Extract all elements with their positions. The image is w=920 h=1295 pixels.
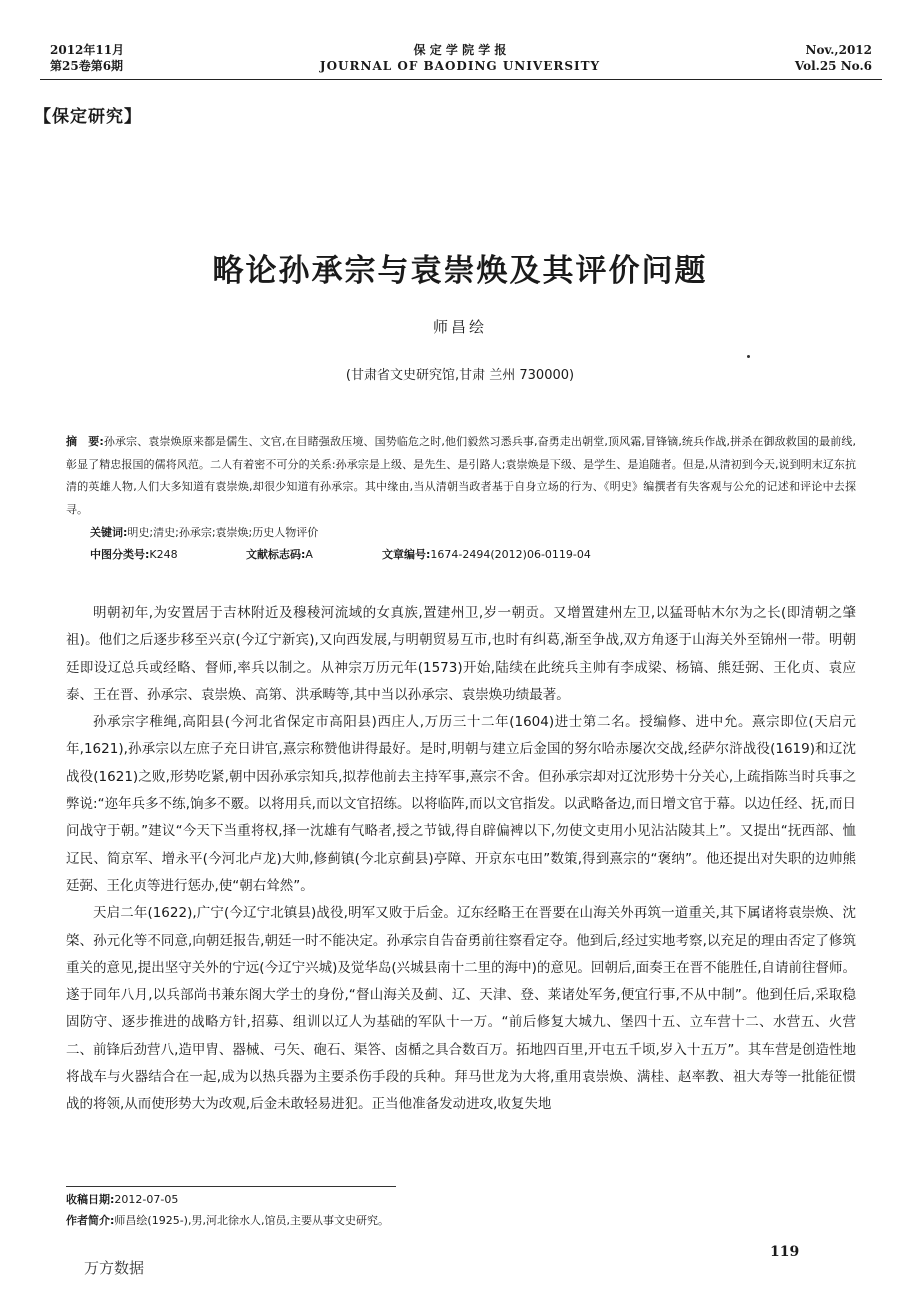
body-paragraph: 天启二年(1622),广宁(今辽宁北镇县)战役,明军又败于后金。辽东经略王在晋要在山海关外再筑一道重关,其下属诸将袁崇焕、沈棨、孙元化等不同意,向朝廷报告,朝廷一时不能决定。孙承宗自告奋勇前往察看定夺。他到后,经过实地考察,以充足的理由否定了修筑重关的意见,提出坚守关外的宁远(今辽宁兴城)及觉华岛(兴城县南十二里的海中)的意见。回朝后,面奏王在晋不能胜任,自请前往督师。遂于同年八月,以兵部尚书兼东阁大学士的身份,“督山海关及蓟、辽、天津、登、莱诸处军务,便宜行事,不从中制”。他到任后,采取稳固防守、逐步推进的战略方针,招募、组训以辽人为基础的军队十一万。“前后修复大城九、堡四十五、立车营十二、水营五、火营二、前锋后劲营八,造甲胄、器械、弓矢、砲石、渠答、卤楯之具合数百万。拓地四百里,开屯五千顷,岁入十五万”。其车营是创造性地将战车与火器结合在一起,成为以热兵器为主要杀伤手段的兵种。拜马世龙为大将,重用袁崇焕、满桂、赵率教、祖大寿等一批能征惯战的将领,从而使形势大为改观,后金未敢轻易进犯。正当他准备发动进攻,收复失地 bbox=[66, 905, 856, 1113]
author-bio bbox=[66, 1213, 389, 1229]
article-number bbox=[382, 544, 591, 566]
journal-name-en: JOURNAL OF BAODING UNIVERSITY bbox=[319, 59, 601, 73]
keywords-label: 关键词: bbox=[90, 526, 128, 539]
doc-code bbox=[246, 544, 313, 566]
section-tag: 【保定研究】 bbox=[34, 107, 142, 127]
article-title: 略论孙承宗与袁崇焕及其评价问题 bbox=[212, 253, 708, 289]
body-paragraph: 孙承宗字稚绳,高阳县(今河北省保定市高阳县)西庄人,万历三十二年(1604)进士第二名。授编修、进中允。熹宗即位(天启元年,1621),孙承宗以左庶子充日讲官,熹宗称赞他讲得最好。是时,明朝与建立后金国的努尔哈赤屡次交战,经萨尔浒战役(1619)和辽沈战役(1621)之败,形势吃紧,朝中因孙承宗知兵,拟荐他前去主持军事,熹宗不舍。但孙承宗却对辽沈形势十分关心,上疏指陈当时兵事之弊说:“迩年兵多不练,饷多不覈。以将用兵,而以文官招练。以将临阵,而以文官指发。以武略备边,而日增文官于幕。以边任经、抚,而日问战守于朝。”建议“今天下当重将权,择一沈雄有气略者,授之节钺,得自辟偏裨以下,勿使文吏用小见沾沾陵其上”。又提出“抚西部、恤辽民、简京军、增永平(今河北卢龙)大帅,修蓟镇(今北京蓟县)亭障、开京东屯田”数策,得到熹宗的“褒纳”。他还提出对失职的边帅熊廷弼、王化贞等进行惩办,使“朝右耸然”。 bbox=[66, 714, 856, 894]
received-value: 2012-07-05 bbox=[114, 1193, 179, 1206]
author-bio-label: 作者简介: bbox=[66, 1214, 115, 1227]
header-volume-en: Vol.25 No.6 bbox=[794, 59, 872, 73]
abstract bbox=[66, 431, 856, 521]
doc-value: A bbox=[305, 548, 313, 561]
clc-value: K248 bbox=[149, 548, 178, 561]
article-body bbox=[66, 600, 856, 1119]
abstract-text: 孙承宗、袁崇焕原来都是儒生、文官,在目睹强敌压境、国势临危之时,他们毅然习悉兵事,奋勇走出朝堂,顶风霜,冒锋镝,统兵作战,拼杀在御敌救国的最前线,彰显了精忠报国的儒将风范。二人有着密不可分的关系:孙承宗是上级、是先生、是引路人;袁崇焕是下级、是学生、是追随者。但是,从清初到今天,说到明末辽东抗清的英雄人物,人们大多知道有袁崇焕,却很少知道有孙承宗。其中缘由,当从清朝当政者基于自身立场的行为、《明史》编撰者有失客观与公允的记述和评论中去探寻。 bbox=[66, 435, 856, 516]
clc-code bbox=[90, 544, 178, 566]
article-label: 文章编号: bbox=[382, 548, 431, 561]
header-rule bbox=[40, 79, 882, 80]
doc-label: 文献标志码: bbox=[246, 548, 306, 561]
header-date-en: Nov.,2012 bbox=[805, 43, 872, 57]
page-number: 119 bbox=[770, 1244, 800, 1260]
body-paragraph: 明朝初年,为安置居于吉林附近及穆稜河流域的女真族,置建州卫,岁一朝贡。又增置建州左卫,以猛哥帖木尔为之长(即清朝之肇祖)。他们之后逐步移至兴京(今辽宁新宾),又向西发展,与明朝贸易互市,也时有纠葛,渐至争战,双方角逐于山海关外至锦州一带。明朝廷即设辽总兵或经略、督师,率兵以制之。从神宗万历元年(1573)开始,陆续在此统兵主帅有李成梁、杨镐、熊廷弼、王化贞、袁应泰、王在晋、孙承宗、袁崇焕、高第、洪承畴等,其中当以孙承宗、袁崇焕功绩最著。 bbox=[66, 605, 856, 703]
received-date bbox=[66, 1192, 178, 1208]
article-value: 1674-2494(2012)06-0119-04 bbox=[430, 548, 591, 561]
keywords-text: 明史;清史;孙承宗;袁崇焕;历史人物评价 bbox=[127, 526, 319, 539]
header-volume-cn: 第25卷第6期 bbox=[50, 59, 124, 73]
journal-name-cn: 保 定 学 院 学 报 bbox=[413, 43, 507, 57]
keywords bbox=[90, 522, 318, 544]
header-issue-en bbox=[795, 42, 872, 74]
footnote-rule bbox=[66, 1186, 396, 1187]
abstract-label: 摘 要: bbox=[66, 435, 104, 448]
author-affiliation: (甘肃省文史研究馆,甘肃 兰州 730000) bbox=[345, 368, 575, 383]
header-date-cn: 2012年11月 bbox=[50, 43, 125, 57]
stray-dot bbox=[747, 355, 750, 358]
watermark: 万方数据 bbox=[84, 1259, 145, 1277]
header-journal bbox=[0, 42, 920, 74]
article-author: 师昌绘 bbox=[432, 318, 487, 336]
received-label: 收稿日期: bbox=[66, 1193, 115, 1206]
author-bio-value: 师昌绘(1925-),男,河北徐水人,馆员,主要从事文史研究。 bbox=[114, 1214, 389, 1227]
clc-label: 中图分类号: bbox=[90, 548, 150, 561]
